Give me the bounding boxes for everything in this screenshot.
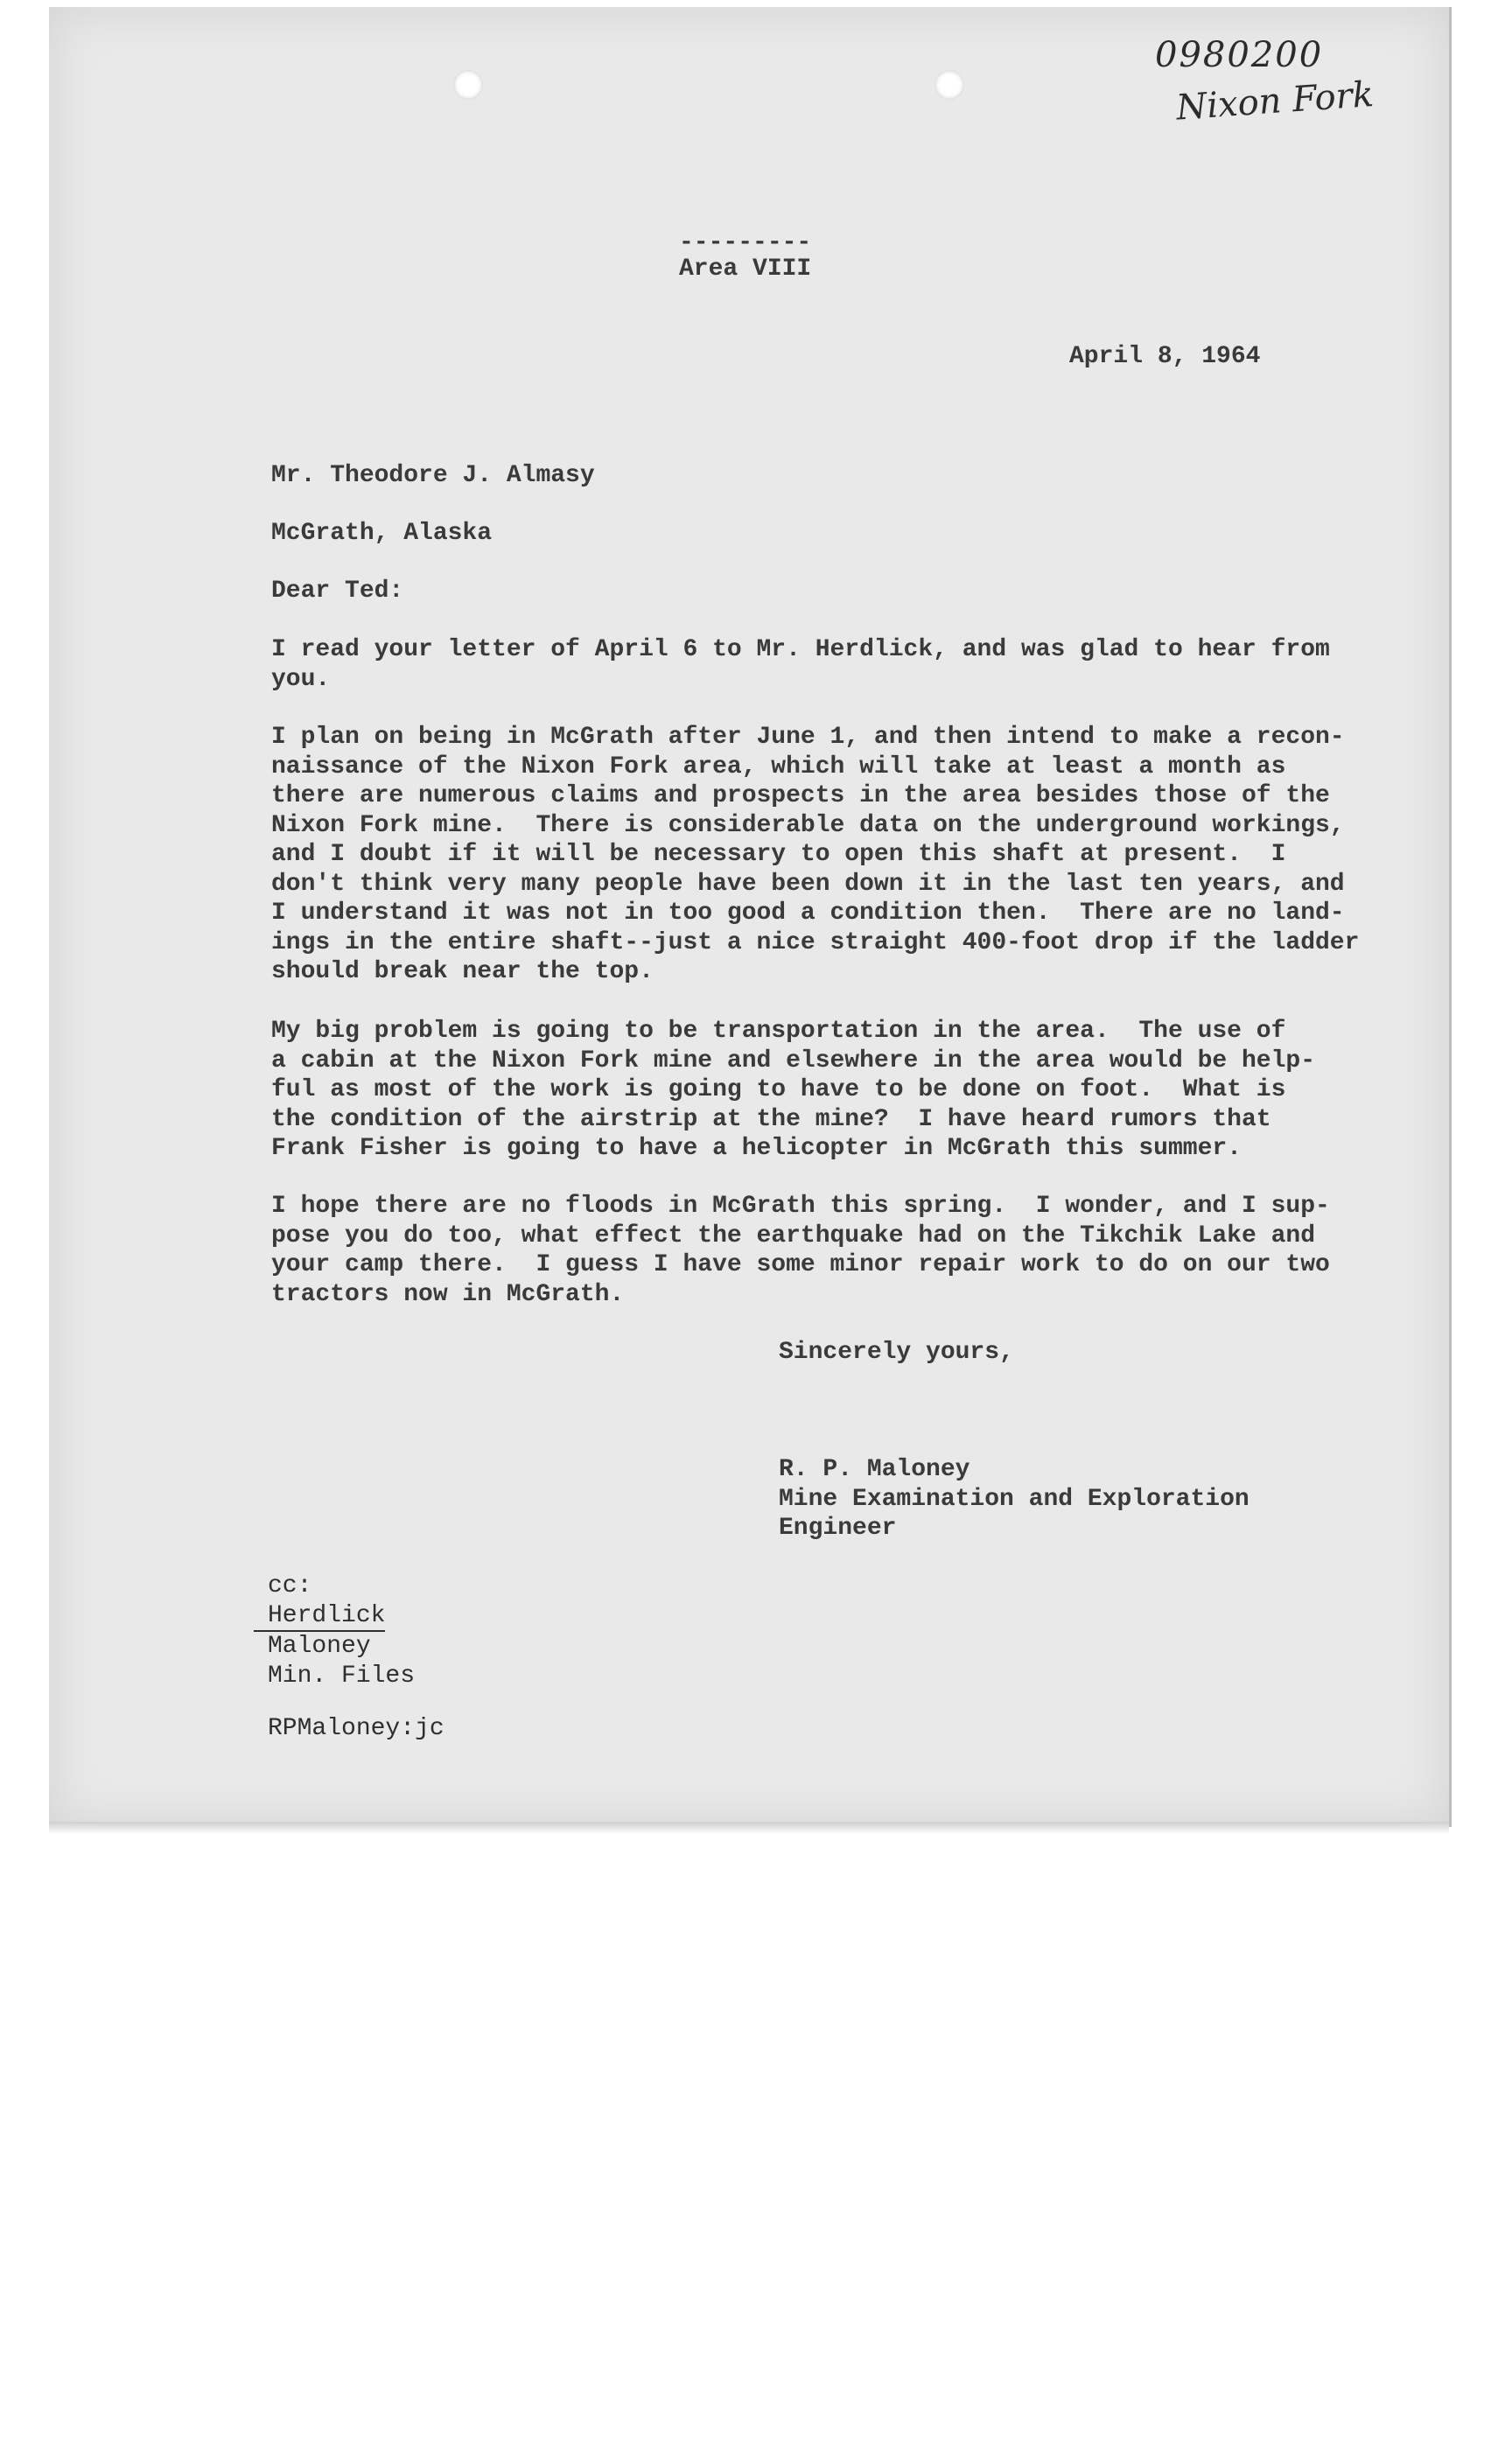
paragraph-line: ful as most of the work is going to have to be done on foot. What is [271,1076,1286,1103]
paragraph-line: I understand it was not in too good a condition then. There are no land- [271,900,1345,927]
paragraph-line: ings in the entire shaft--just a nice straight 400-foot drop if the ladder [271,928,1360,956]
paragraph-line: I read your letter of April 6 to Mr. Herdlick, and was glad to hear from [271,636,1330,663]
typist-initials: RPMaloney:jc [268,1715,444,1742]
header-dashes: --------- [679,229,812,256]
paragraph-line: I plan on being in McGrath after June 1, and then intend to make a recon- [271,724,1345,751]
paragraph-line: pose you do too, what effect the earthquake had on the Tikchik Lake and [271,1222,1315,1250]
paragraph-line: a cabin at the Nixon Fork mine and elsewhere in the area would be help- [271,1046,1315,1074]
paragraph-line: there are numerous claims and prospects in the area besides those of the [271,782,1330,809]
paragraph-line: Nixon Fork mine. There is considerable data on the underground workings, [271,811,1345,839]
recipient-location: McGrath, Alaska [271,520,493,547]
paragraph-line: your camp there. I guess I have some minor repair work to do on our two [271,1251,1330,1278]
page-edge-shadow [49,1822,1449,1834]
punch-hole-right [934,70,964,100]
signer-title-line-1: Mine Examination and Exploration [779,1485,1250,1513]
paragraph-line: and I doubt if it will be necessary to open this shaft at present. I [271,841,1286,868]
cc-block [268,1572,415,1690]
paragraph-line: don't think very many people have been down it in the last ten years, and [271,870,1345,898]
paragraph-line: My big problem is going to be transportation in the area. The use of [271,1018,1286,1045]
closing: Sincerely yours, [779,1339,1014,1366]
paragraph-line: tractors now in McGrath. [271,1280,625,1308]
paragraph-line: should break near the top. [271,958,654,985]
paragraph-1 [271,635,1365,694]
punch-hole-left [453,70,483,100]
cc-label: cc: [268,1572,312,1600]
signer-name: R. P. Maloney [779,1456,970,1483]
paragraph-2 [271,723,1365,987]
file-code: 0980200 [1155,35,1324,75]
salutation: Dear Ted: [271,578,404,605]
paragraph-4 [271,1192,1365,1309]
paragraph-line: naissance of the Nixon Fork area, which will take at least a month as [271,752,1286,780]
signer-title-line-2: Engineer [779,1515,897,1542]
handwritten-annotation [1155,35,1444,129]
cc-recipient: Maloney [268,1633,371,1660]
paragraph-line: the condition of the airstrip at the mine? I have heard rumors that [271,1105,1271,1133]
recipient-name: Mr. Theodore J. Almasy [271,462,595,489]
cc-recipient: Herdlick [254,1601,385,1633]
paragraph-line: Frank Fisher is going to have a helicopter in McGrath this summer. [271,1135,1242,1162]
cc-recipient: Min. Files [268,1662,416,1690]
letter-date: April 8, 1964 [1069,343,1261,370]
signature-block [779,1455,1250,1544]
paragraph-3 [271,1017,1365,1164]
area-header: Area VIII [679,256,812,283]
paragraph-line: you. [271,665,331,693]
paragraph-line: I hope there are no floods in McGrath this spring. I wonder, and I sup- [271,1193,1330,1220]
file-place: Nixon Fork [1174,74,1376,129]
